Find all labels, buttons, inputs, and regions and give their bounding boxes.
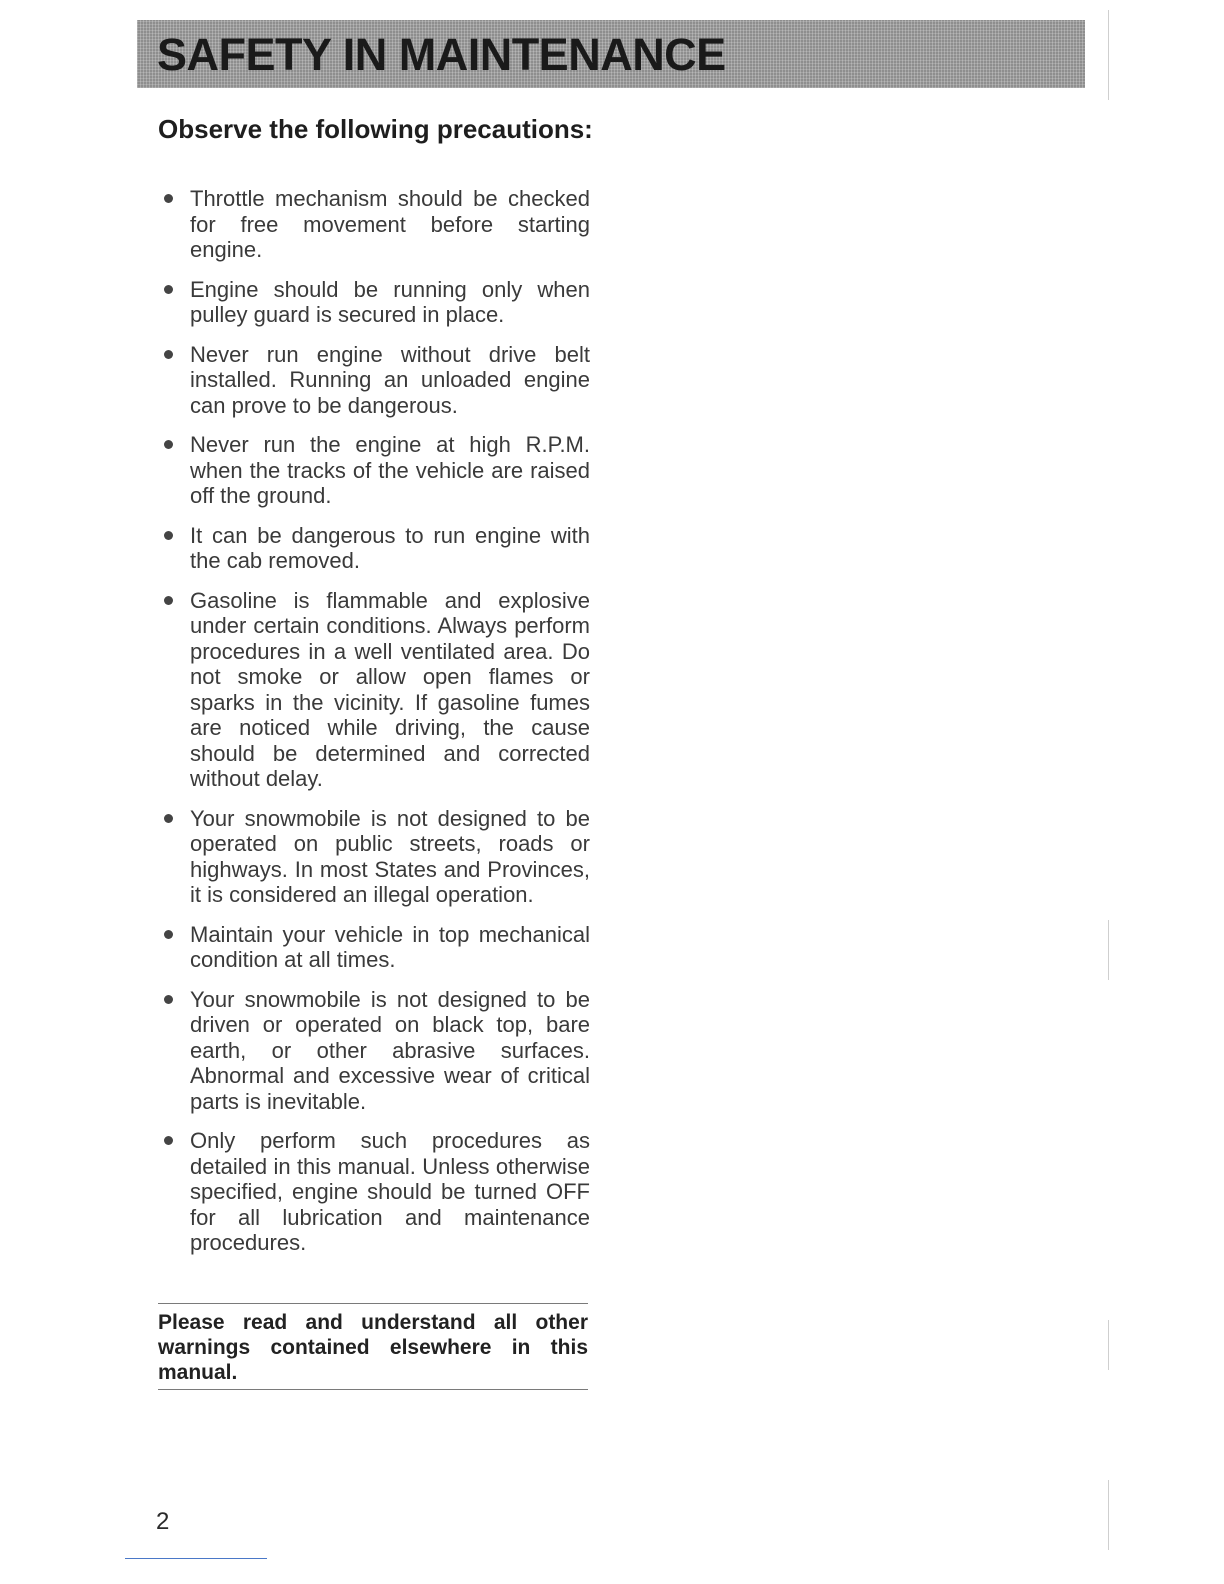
- scan-edge-mark: [1108, 10, 1109, 100]
- precaution-text: Engine should be running only when pulley guard is secured in place.: [190, 276, 590, 327]
- note-top-divider: [158, 1303, 588, 1304]
- precaution-text: Gasoline is flammable and explosive under certain conditions. Always perform procedures in a well ventilated area. Do not smoke or allow open flames or sparks in the vicinity. If gasoline fumes are noticed while driving, the cause should be determined and corrected without delay.: [190, 587, 590, 791]
- precaution-text: Maintain your vehicle in top mechanical condition at all times.: [190, 921, 590, 972]
- scan-edge-mark: [1108, 1320, 1109, 1370]
- precaution-item: [158, 432, 590, 509]
- footer-rule: [125, 1558, 267, 1559]
- precaution-text: Only perform such procedures as detailed in this manual. Unless otherwise specified, engine should be turned OFF for all lubrication and maintenance procedures.: [190, 1128, 590, 1255]
- section-title: SAFETY IN MAINTENANCE: [157, 29, 726, 80]
- precaution-text: Never run the engine at high R.P.M. when the tracks of the vehicle are raised off the ground.: [190, 432, 590, 508]
- bullet-dot-icon: [164, 930, 173, 939]
- bullet-dot-icon: [164, 531, 173, 540]
- precaution-text: Your snowmobile is not designed to be operated on public streets, roads or highways. In most States and Provinces, it is considered an illegal operation.: [190, 805, 590, 907]
- section-banner: [137, 20, 1085, 88]
- note-bottom-divider: [158, 1389, 588, 1390]
- precaution-item: [158, 1128, 590, 1256]
- bullet-dot-icon: [164, 995, 173, 1004]
- scan-edge-mark: [1108, 1480, 1109, 1550]
- precautions-heading: Observe the following precautions:: [158, 114, 593, 144]
- bullet-dot-icon: [164, 194, 173, 203]
- precaution-item: [158, 588, 590, 792]
- precaution-text: Your snowmobile is not designed to be driven or operated on black top, bare earth, or other abrasive surfaces. Abnormal and excessive wear of critical parts is inevitable.: [190, 986, 590, 1114]
- precaution-item: [158, 186, 590, 263]
- warning-note: Please read and understand all other warnings contained elsewhere in this manual.: [158, 1311, 588, 1384]
- precaution-item: [158, 342, 590, 419]
- precaution-item: [158, 277, 590, 328]
- precaution-item: [158, 806, 590, 908]
- precaution-text: Throttle mechanism should be checked for free movement before starting engine.: [190, 186, 590, 262]
- bullet-dot-icon: [164, 350, 173, 359]
- page-number: 2: [156, 1508, 170, 1535]
- bullet-dot-icon: [164, 814, 173, 823]
- precaution-item: [158, 523, 590, 574]
- bullet-dot-icon: [164, 596, 173, 605]
- bullet-dot-icon: [164, 1136, 173, 1145]
- precautions-list: [158, 186, 590, 1270]
- precaution-text: It can be dangerous to run engine with the cab removed.: [190, 522, 590, 573]
- precaution-text: Never run engine without drive belt installed. Running an unloaded engine can prove to be dangerous.: [190, 341, 590, 418]
- precaution-item: [158, 922, 590, 973]
- precaution-item: [158, 987, 590, 1115]
- bullet-dot-icon: [164, 285, 173, 294]
- bullet-dot-icon: [164, 440, 173, 449]
- scan-edge-mark: [1108, 920, 1109, 980]
